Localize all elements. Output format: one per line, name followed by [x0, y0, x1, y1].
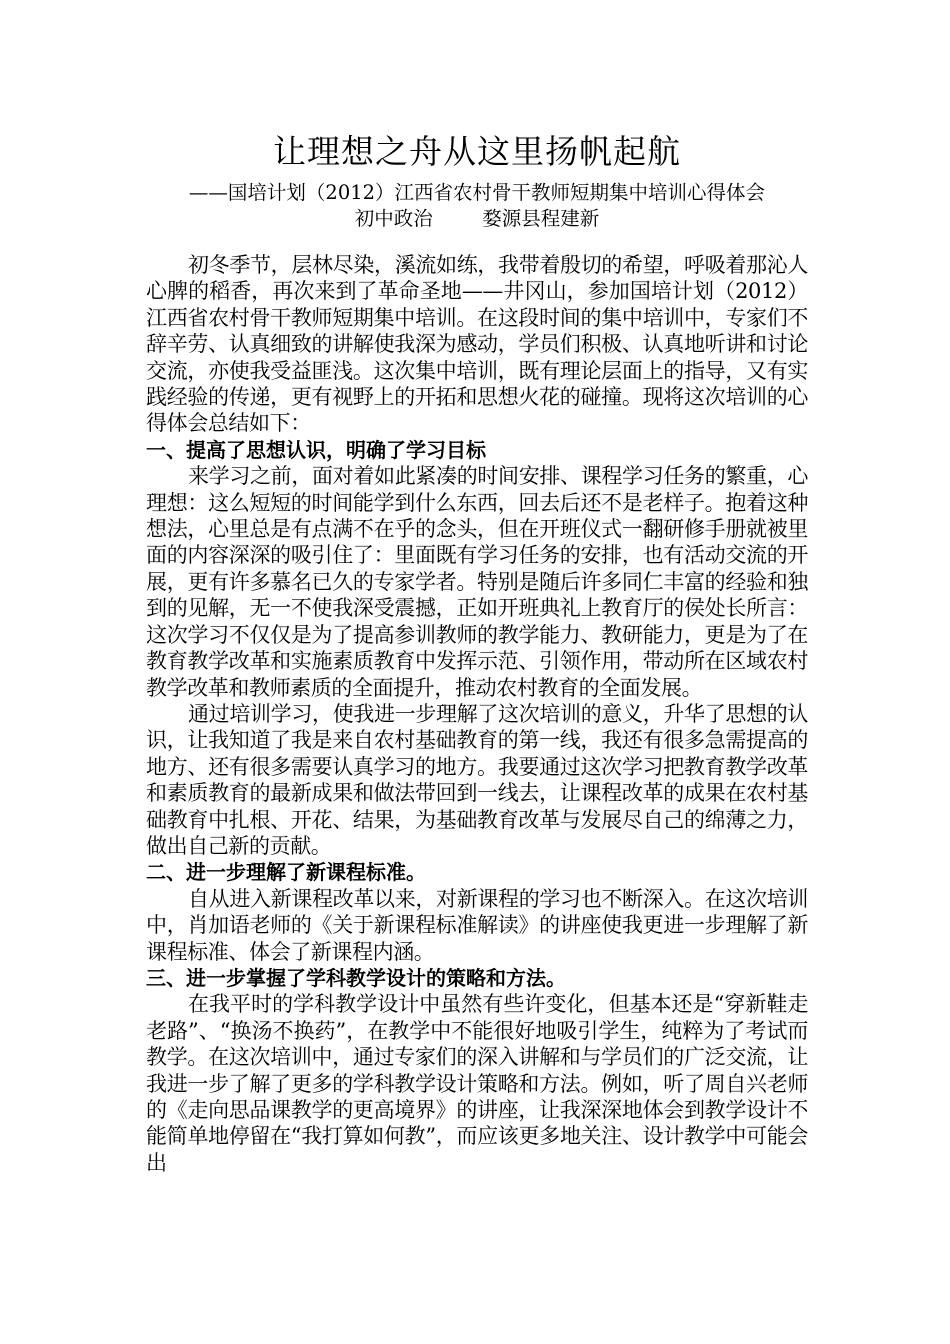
document-subtitle: ——国培计划（2012）江西省农村骨干教师短期集中培训心得体会 [188, 181, 766, 204]
intro-paragraph: 初冬季节，层林尽染，溪流如练，我带着殷切的希望，呼吸着那沁人心脾的稻香，再次来到了革命圣地——井冈山，参加国培计划（2012）江西省农村骨干教师短期集中培训。在这段时间的集中培训中，专家们不辞辛劳、认真细致的讲解使我深为感动，学员们积极、认真地听讲和讨论交流，亦使我受益匪浅。这次集中培训，既有理论层面上的指导，又有实践经验的传递，更有视野上的开拓和思想火花的碰撞。现将这次培训的心得体会总结如下： [146, 253, 808, 436]
body-paragraph: 自从进入新课程改革以来，对新课程的学习也不断深入。在这次培训中，肖加语老师的《关于新课程标准解读》的讲座使我更进一步理解了新课程标准、体会了新课程内涵。 [146, 886, 808, 964]
section-heading: 三、进一步掌握了学科教学设计的策略和方法。 [146, 965, 566, 990]
section-heading: 二、进一步理解了新课程标准。 [146, 860, 426, 885]
document-page [146, 128, 808, 1176]
section-1 [146, 437, 808, 860]
section-heading: 一、提高了思想认识，明确了学习目标 [146, 437, 486, 462]
section-2 [146, 859, 808, 965]
body-paragraph: 通过培训学习，使我进一步理解了这次培训的意义，升华了思想的认识，让我知道了我是来自农村基础教育的第一线，我还有很多急需提高的地方、还有很多需要认真学习的地方。我要通过这次学习把教育教学改革和素质教育的最新成果和做法带回到一线去，让课程改革的成果在农村基础教育中扎根、开花、结果，为基础教育改革与发展尽自己的绵薄之力，做出自己新的贡献。 [146, 701, 808, 858]
section-3 [146, 965, 808, 1176]
body-paragraph: 在我平时的学科教学设计中虽然有些许变化，但基本还是“穿新鞋走老路”、“换汤不换药”，在教学中不能很好地吸引学生，纯粹为了考试而教学。在这次培训中，通过专家们的深入讲解和与学员们的广泛交流，让我进一步了解了更多的学科教学设计策略和方法。例如，听了周自兴老师的《走向思品课教学的更高境界》的讲座，让我深深地体会到教学设计不能简单地停留在“我打算如何教”，而应该更多地关注、设计教学中可能会出 [146, 992, 808, 1175]
document-title: 让理想之舟从这里扬帆起航 [273, 132, 681, 171]
author-line: 初中政治 婺源县程建新 [354, 207, 600, 230]
body-paragraph: 来学习之前，面对着如此紧凑的时间安排、课程学习任务的繁重，心理想：这么短短的时间能学到什么东西，回去后还不是老样子。抱着这种想法，心里总是有点满不在乎的念头，但在开班仪式一翻研修手册就被里面的内容深深的吸引住了：里面既有学习任务的安排，也有活动交流的开展，更有许多慕名已久的专家学者。特别是随后许多同仁丰富的经验和独到的见解，无一不使我深受震撼，正如开班典礼上教育厅的侯处长所言：这次学习不仅仅是为了提高参训教师的教学能力、教研能力，更是为了在教育教学改革和实施素质教育中发挥示范、引领作用，带动所在区域农村教学改革和教师素质的全面提升，推动农村教育的全面发展。 [146, 464, 808, 700]
